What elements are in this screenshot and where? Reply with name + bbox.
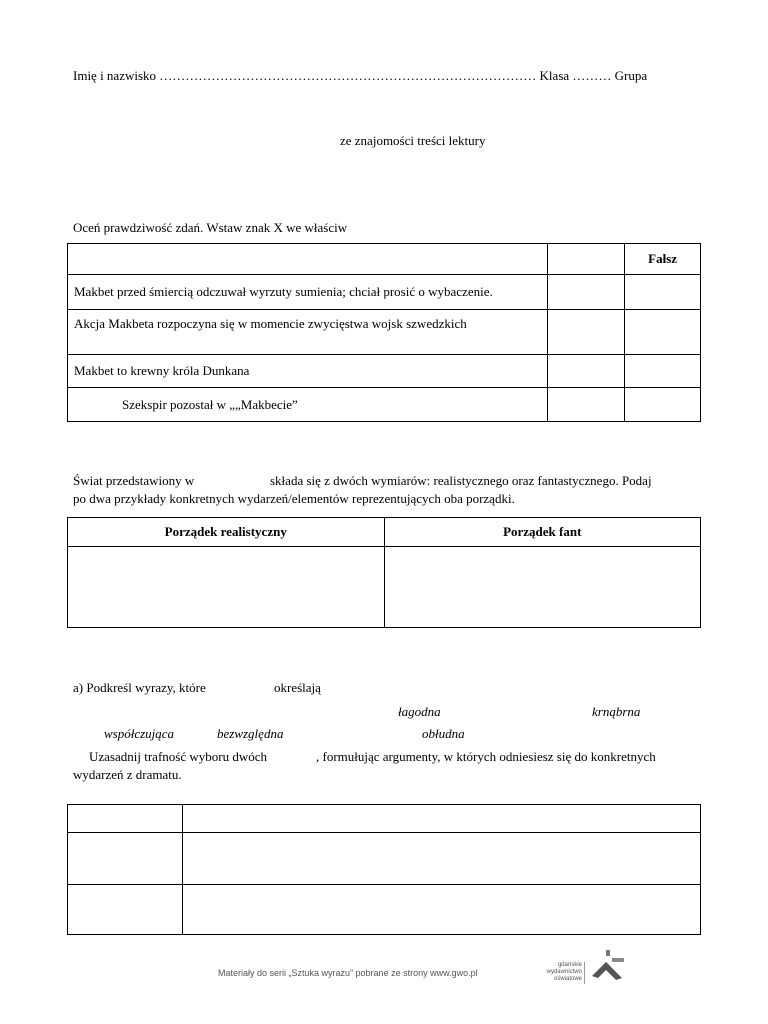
- tf-true-cell-1[interactable]: [547, 275, 625, 310]
- justify-header-argument: [182, 805, 700, 833]
- class-label: Klasa: [539, 68, 570, 83]
- tf-true-cell-3[interactable]: [547, 355, 625, 388]
- tf-header-false: Fałsz: [625, 244, 701, 275]
- tf-false-cell-4[interactable]: [625, 388, 701, 422]
- word-obludna[interactable]: obłudna: [422, 726, 465, 741]
- worlds-answer-realistic[interactable]: [68, 547, 385, 628]
- task1-instruction: Oceń prawdziwość zdań. Wstaw znak X we właściw: [73, 220, 348, 235]
- footer-text: Materiały do serii „Sztuka wyrazu” pobrane ze strony www.gwo.pl: [218, 968, 478, 978]
- publisher-divider: [584, 962, 585, 984]
- group-label: Grupa: [614, 68, 648, 83]
- task3-justify-b: , formułując argumenty, w których odniesiesz się do konkretnych: [316, 749, 656, 764]
- name-dots: ……………………………………………………………………………: [159, 68, 537, 83]
- tf-false-cell-1[interactable]: [625, 275, 701, 310]
- publisher-logo-icon: [588, 948, 628, 984]
- publisher-line-1: gdańskie: [557, 962, 582, 968]
- class-dots: ………: [572, 68, 612, 83]
- tf-true-cell-4[interactable]: [547, 388, 625, 422]
- justification-table: [67, 804, 701, 935]
- true-false-table: [67, 243, 701, 422]
- justify-word-2[interactable]: [68, 885, 183, 935]
- task2-line1-a: Świat przedstawiony w: [73, 473, 195, 488]
- publisher-name: [520, 962, 582, 983]
- tf-statement-4: Szekspir pozostał w „„Makbecie”: [68, 388, 548, 422]
- justify-header-word: [68, 805, 183, 833]
- word-wspolczujaca[interactable]: współczująca: [104, 726, 175, 741]
- tf-statement-2: Akcja Makbeta rozpoczyna się w momencie zwycięstwa wojsk szwedzkich: [68, 310, 548, 355]
- tf-true-cell-2[interactable]: [547, 310, 625, 355]
- publisher-line-3: oświatowe: [553, 976, 582, 982]
- worlds-header-realistic: Porządek realistyczny: [68, 518, 385, 547]
- task3-line-a1: a) Podkreśl wyrazy, które: [73, 680, 206, 695]
- word-bezwzgledna[interactable]: bezwzględna: [217, 726, 284, 741]
- tf-statement-3: Makbet to krewny króla Dunkana: [68, 355, 548, 388]
- word-lagodna[interactable]: łagodna: [398, 704, 441, 719]
- word-krnabrna[interactable]: krnąbrna: [592, 704, 641, 719]
- tf-header-statement: [68, 244, 548, 275]
- tf-false-cell-3[interactable]: [625, 355, 701, 388]
- name-label: Imię i nazwisko: [73, 68, 157, 83]
- justify-argument-1[interactable]: [182, 833, 700, 885]
- justify-argument-2[interactable]: [182, 885, 700, 935]
- task2-line2: po dwa przykłady konkretnych wydarzeń/elementów reprezentujących oba porządki.: [73, 491, 515, 506]
- worlds-header-fantastic: Porządek fant: [384, 518, 701, 547]
- worlds-answer-fantastic[interactable]: [384, 547, 701, 628]
- subtitle: ze znajomości treści lektury: [340, 133, 486, 148]
- worlds-table: [67, 517, 701, 628]
- justify-word-1[interactable]: [68, 833, 183, 885]
- name-line: [73, 68, 647, 84]
- task3-justify-c: wydarzeń z dramatu.: [73, 767, 182, 782]
- tf-false-cell-2[interactable]: [625, 310, 701, 355]
- task3-justify-a: Uzasadnij trafność wyboru dwóch: [89, 749, 267, 764]
- publisher-line-2: wydawnictwo: [546, 969, 582, 975]
- task2-line1-b: składa się z dwóch wymiarów: realistycznego oraz fantastycznego. Podaj: [270, 473, 652, 488]
- tf-header-true: [547, 244, 625, 275]
- task3-line-a2: określają: [274, 680, 321, 695]
- tf-statement-1: Makbet przed śmiercią odczuwał wyrzuty sumienia; chciał prosić o wybaczenie.: [68, 275, 548, 310]
